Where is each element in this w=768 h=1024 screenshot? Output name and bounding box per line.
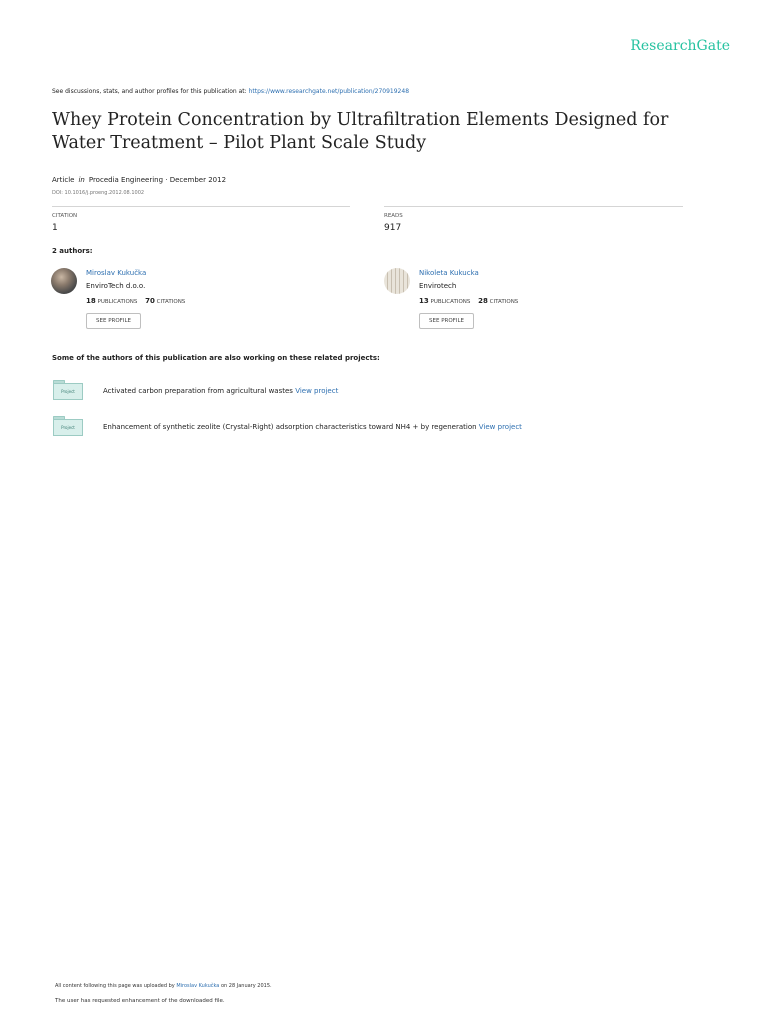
project-folder-icon bbox=[53, 416, 83, 436]
author-avatar-2[interactable] bbox=[384, 268, 410, 294]
reads-count: 917 bbox=[384, 223, 402, 233]
divider-right bbox=[384, 206, 683, 207]
project-title-2: Enhancement of synthetic zeolite (Crystal-Right) adsorption characteristics toward NH4 + by regeneration bbox=[103, 423, 477, 431]
publications-label: PUBLICATIONS bbox=[97, 299, 138, 305]
author-citations-count-1: 70 bbox=[145, 297, 155, 305]
author-citations-count-2: 28 bbox=[478, 297, 488, 305]
author-institution-1: EnviroTech d.o.o. bbox=[86, 282, 146, 290]
journal-and-date: Procedia Engineering · December 2012 bbox=[88, 176, 227, 184]
publication-meta bbox=[52, 176, 226, 184]
project-title-1: Activated carbon preparation from agricultural wastes bbox=[103, 387, 293, 395]
doi: DOI: 10.1016/j.proeng.2012.08.1002 bbox=[52, 190, 145, 196]
view-project-link-1[interactable]: View project bbox=[295, 387, 339, 395]
publications-label: PUBLICATIONS bbox=[430, 299, 471, 305]
upload-suffix: on 28 January 2015. bbox=[220, 983, 272, 989]
reads-label: READS bbox=[384, 213, 403, 219]
project-icon-label: Project bbox=[53, 419, 83, 436]
related-projects-heading: Some of the authors of this publication are also working on these related projects: bbox=[52, 354, 380, 362]
project-item-2 bbox=[103, 423, 522, 431]
publication-title: Whey Protein Concentration by Ultrafiltration Elements Designed for Water Treatment – Pilot Plant Scale Study bbox=[52, 110, 669, 153]
upload-prefix: All content following this page was uploaded by bbox=[55, 983, 175, 989]
researchgate-logo[interactable]: ResearchGate bbox=[630, 38, 730, 54]
publication-url-link[interactable]: https://www.researchgate.net/publication/270919248 bbox=[248, 88, 410, 95]
citations-label: CITATIONS bbox=[156, 299, 186, 305]
author-name-2[interactable]: Nikoleta Kukucka bbox=[419, 269, 479, 277]
authors-heading: 2 authors: bbox=[52, 247, 93, 255]
author-stats-2 bbox=[419, 297, 518, 305]
project-item-1 bbox=[103, 387, 338, 395]
author-publications-count-2: 13 bbox=[419, 297, 429, 305]
see-profile-button-2[interactable]: SEE PROFILE bbox=[419, 313, 474, 329]
see-discussions-line bbox=[52, 88, 409, 95]
view-project-link-2[interactable]: View project bbox=[478, 423, 522, 431]
author-stats-1 bbox=[86, 297, 185, 305]
publication-type: Article bbox=[52, 176, 75, 184]
citations-label: CITATIONS bbox=[489, 299, 519, 305]
in-label: in bbox=[78, 176, 85, 184]
enhancement-note: The user has requested enhancement of the downloaded file. bbox=[55, 998, 225, 1004]
project-folder-icon bbox=[53, 380, 83, 400]
uploader-link[interactable]: Miroslav Kukučka bbox=[176, 983, 220, 989]
author-name-1[interactable]: Miroslav Kukučka bbox=[86, 269, 147, 277]
citation-count: 1 bbox=[52, 223, 58, 233]
author-institution-2: Envirotech bbox=[419, 282, 457, 290]
see-profile-button-1[interactable]: SEE PROFILE bbox=[86, 313, 141, 329]
upload-note bbox=[55, 983, 272, 989]
project-icon-label: Project bbox=[53, 383, 83, 400]
author-publications-count-1: 18 bbox=[86, 297, 96, 305]
citation-label: CITATION bbox=[52, 213, 78, 219]
author-avatar-1[interactable] bbox=[51, 268, 77, 294]
see-discussions-text: See discussions, stats, and author profiles for this publication at: bbox=[52, 88, 247, 95]
divider-left bbox=[52, 206, 350, 207]
